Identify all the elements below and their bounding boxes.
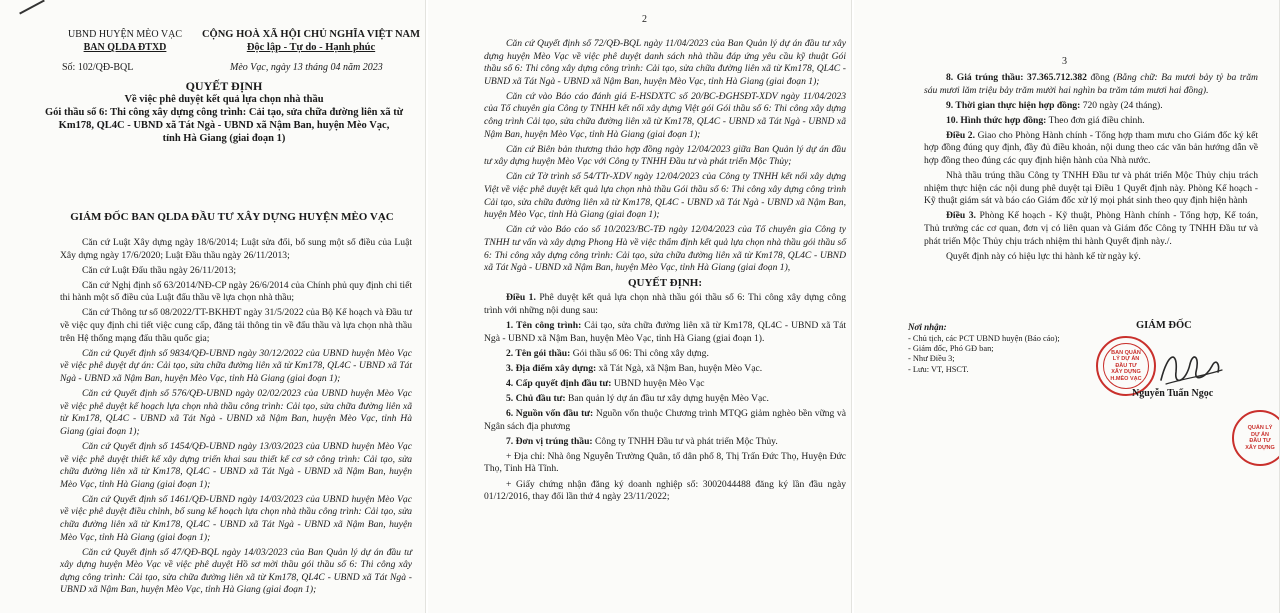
decision-item-label: 8. Giá trúng thầu: 37.365.712.382 [946, 72, 1087, 83]
legal-basis-item: Căn cứ Nghị định số 63/2014/NĐ-CP ngày 26/6/2014 của Chính phủ quy định chi tiết thi hành một số điều của Luật đấu thầu về lựa chọn nhà thầu; [60, 279, 412, 304]
decision-item-label: 6. Nguồn vốn đầu tư: [506, 408, 594, 420]
effective-clause: Quyết định này có hiệu lực thi hành kể từ ngày ký. [946, 250, 1141, 262]
legal-basis-item: Căn cứ Quyết định số 47/QĐ-BQL ngày 14/03/2023 của Ban Quản lý dự án đầu tư xây dựng huyện Mèo Vạc về việc phê duyệt Hồ sơ mời thầu gói thầu số 6: Thi công xây dựng công trình: Cải tạo, sửa chữa đường liên xã từ Km178, QL4C - UBND xã Tát Ngà - UBND xã Nậm Ban, huyện Mèo Vạc, tỉnh Hà Giang (giai đoạn 1); [60, 546, 412, 596]
recipients-title: Nơi nhận: [908, 322, 947, 332]
page-3-body [924, 72, 1258, 266]
article-1-lead: Điều 1. [506, 292, 536, 304]
legal-basis-item: Căn cứ Quyết định số 72/QĐ-BQL ngày 11/04/2023 của Ban Quản lý dự án đầu tư xây dựng huyện Mèo Vạc về việc phê duyệt danh sách nhà thầu đáp ứng yêu cầu kỹ thuật Gói thầu số 6: Thi công xây dựng công trình: Cải tạo, sửa chữa đường liên xã từ Km178, QL4C - UBND xã Tát Ngà - UBND xã Nậm Ban, huyện Mèo Vạc, tỉnh Hà Giang (giai đoạn 1); [484, 38, 846, 87]
decision-item [484, 348, 846, 361]
decision-item [484, 436, 846, 449]
decision-item-text: xã Tát Ngà, xã Nậm Ban, huyện Mèo Vạc. [596, 362, 763, 374]
decision-item [484, 393, 846, 406]
decision-item-text: Ban quản lý dự án đầu tư xây dựng huyện Mèo Vạc. [565, 392, 769, 404]
decision-item [484, 363, 846, 376]
document-number: Số: 102/QĐ-BQL [62, 62, 134, 73]
legal-basis-item: Căn cứ Luật Xây dựng ngày 18/6/2014; Luật sửa đổi, bổ sung một số điều của Luật Xây dựng ngày 17/6/2020; Luật Đầu thầu ngày 26/11/2013; [60, 237, 412, 261]
page-2-body [484, 38, 846, 506]
signer-title: GIÁM ĐỐC [1136, 320, 1192, 331]
decision-title [24, 80, 424, 145]
decision-item-text: Theo đơn giá điều chỉnh. [1046, 114, 1145, 126]
signature-block [906, 322, 1266, 522]
legal-basis-item: Căn cứ Luật Đấu thầu ngày 26/11/2013; [82, 264, 237, 276]
issuer-header [50, 28, 200, 54]
decision-item [924, 115, 1258, 128]
decision-item-label: 4. Cấp quyết định đầu tư: [506, 377, 612, 389]
handwritten-signature [1156, 342, 1226, 392]
decision-item [484, 320, 846, 345]
decision-item-text: 720 ngày (24 tháng). [1080, 99, 1163, 111]
decision-item-text: Công ty TNHH Đầu tư và phát triển Mộc Thủy. [592, 435, 778, 447]
decision-title-main: QUYẾT ĐỊNH [185, 79, 263, 93]
partial-seal [1232, 410, 1280, 466]
article-2-lead: Điều 2. [946, 129, 975, 141]
decision-heading: QUYẾT ĐỊNH: [627, 277, 703, 290]
legal-basis-item: Căn cứ Thông tư số 08/2022/TT-BKHĐT ngày 31/5/2022 của Bộ Kế hoạch và Đầu tư về việc quy định chi tiết việc cung cấp, đăng tải thông tin về đấu thầu và lựa chọn nhà thầu trên Hệ thống mạng đấu thầu quốc gia; [60, 307, 412, 344]
decision-item-text: đồng [1086, 72, 1114, 83]
document-page-2 [428, 0, 852, 613]
legal-basis-item: Căn cứ Quyết định số 1454/QĐ-UBND ngày 13/03/2023 của UBND huyện Mèo Vạc về việc phê duyệt thiết kế xây dựng triển khai sau thiết kế cơ sở công trình: Cải tạo, sửa chữa đường liên xã từ Km178, QL4C - UBND xã Tát Ngà - UBND xã Nậm Ban, huyện Mèo Vạc, tỉnh Hà Giang (giai đoạn 1); [60, 440, 412, 490]
document-page-3 [854, 0, 1280, 613]
article-3-text: Phòng Kế hoạch - Kỹ thuật, Phòng Hành chính - Tổng hợp, Kế toán, Thủ trưởng các cơ quan, đơn vị có liên quan và Giám đốc Công ty TNHH Đầu tư và phát triển Mộc Thủy chịu trách nhiệm thi hành Quyết định này./. [924, 210, 1258, 247]
decision-item [924, 100, 1258, 113]
decision-subject-line-4: tỉnh Hà Giang (giai đoạn 1) [162, 133, 286, 144]
legal-basis-item: Căn cứ vào Báo cáo đánh giá E-HSDXTC số 20/BC-ĐGHSĐT-XDV ngày 11/04/2023 của Tổ chuyên gia Công ty TNHH kết nối xây dựng Việt gói Gói thầu số 6: Thi công xây dựng công trình Cải tạo, sửa chữa đường liên xã từ Km178, QL4C - UBND xã Tát Ngà - UBND xã Nậm Ban, huyện Mèo Vạc, tỉnh Hà Giang (giai đoạn 1); [484, 90, 846, 140]
legal-basis-item: Căn cứ vào Báo cáo số 10/2023/BC-TĐ ngày 12/04/2023 của Tổ chuyên gia Công ty TNHH tư vấn và xây dựng Phong Hà về việc thẩm định kết quả lựa chọn nhà thầu gói thầu số 6: Thi công xây dựng công trình: Cải tạo, sửa chữa đường liên xã từ Km178, QL4C - UBND xã Tát Ngà - UBND xã Nậm Ban, huyện Mèo Vạc, tỉnh Hà Giang (giai đoạn 1), [484, 224, 846, 274]
decision-subject-line-2: Gói thầu số 6: Thi công xây dựng công trình: Cải tạo, sửa chữa đường liên xã từ [44, 107, 403, 118]
recipients-list [908, 334, 1060, 375]
decision-item-note: (Bằng chữ: Ba mươi bảy tỷ ba trăm sáu mươi lăm triệu bảy trăm mười hai nghìn ba trăm tám mươi hai đồng). [924, 72, 1258, 96]
legal-basis-item: Căn cứ Biên bản thương thảo hợp đồng ngày 12/04/2023 giữa Ban Quản lý dự án đầu tư xây dựng huyện Mèo Vạc với Công ty TNHH Đầu tư và phát triển Mộc Thủy; [484, 143, 846, 168]
business-registration: + Giấy chứng nhận đăng ký doanh nghiệp số: 3002044488 đăng ký lần đầu ngày 01/12/2016, thay đổi lần thứ 4 ngày 23/11/2022; [484, 478, 846, 503]
article-2 [924, 130, 1258, 168]
decision-item-label: 5. Chủ đầu tư: [506, 392, 566, 404]
decision-item-label: 10. Hình thức hợp đồng: [946, 114, 1047, 126]
contractor-duty: Nhà thầu trúng thầu Công ty TNHH Đầu tư và phát triển Mộc Thủy chịu trách nhiệm thực hiện các nội dung phê duyệt tại Điều 1 Quyết định này. Phòng Kế hoạch - Kỹ thuật giám sát và báo cáo Giám đốc xử lý mọi phát sinh theo quy định hiện hành [924, 170, 1258, 207]
decision-item-text: Cải tạo, sửa chữa đường liên xã từ Km178, QL4C - UBND xã Tát Ngà - UBND xã Nậm Ban, huyện Mèo Vạc, tỉnh Hà Giang (giai đoạn 1). [484, 319, 846, 344]
decision-item-text: Nguồn vốn thuộc Chương trình MTQG giảm nghèo bền vững và Ngân sách địa phương [484, 408, 846, 432]
official-seal [1096, 336, 1156, 396]
decision-item-label: 7. Đơn vị trúng thầu: [506, 435, 593, 447]
decision-item-label: 2. Tên gói thầu: [506, 347, 571, 359]
document-page-1 [0, 0, 426, 613]
article-2-text: Giao cho Phòng Hành chính - Tổng hợp tham mưu cho Giám đốc ký kết hợp đồng đúng quy định, đầy đủ điều khoản, nội dung theo các văn bản hướng dẫn về hợp đồng theo đúng các quy định hiện hành của Nhà nước. [924, 129, 1258, 167]
decision-item-text: Gói thầu số 06: Thi công xây dựng. [570, 347, 709, 359]
decision-item-label: 9. Thời gian thực hiện hợp đồng: [946, 99, 1081, 111]
recipient-item: - Như Điều 3; [908, 354, 955, 364]
legal-basis-item: Căn cứ Quyết định số 1461/QĐ-UBND ngày 14/03/2023 của UBND huyện Mèo Vạc về việc phê duyệt điều chỉnh, bổ sung kế hoạch lựa chọn nhà thầu công trình: Cải tạo, sửa chữa đường liên xã từ Km178, QL4C - UBND xã Tát Ngà - UBND xã Nậm Ban, huyện Mèo Vạc, tỉnh Hà Giang (giai đoạn 1); [60, 493, 412, 543]
decision-item-label: 3. Địa điểm xây dựng: [506, 362, 597, 374]
legal-basis-item: Căn cứ Tờ trình số 54/TTr-XDV ngày 12/04/2023 của Công ty TNHH kết nối xây dựng Việt về việc phê duyệt kết quả lựa chọn nhà thầu Gói thầu số 6: Thi công xây dựng công trình Cải tạo, sửa chữa đường liên xã từ Km178, QL4C - UBND xã Tát Ngà - UBND xã Nậm Ban, huyện Mèo Vạc, tỉnh Hà Giang (giai đoạn 1); [484, 171, 846, 221]
seal-text: BAN QUẢN LÝ DỰ ÁN ĐẦU TƯ XÂY DỰNG H.MÈO VẠC [1110, 349, 1142, 382]
partial-seal-text: QUẢN LÝ DỰ ÁN ĐẦU TƯ XÂY DỰNG [1245, 425, 1275, 451]
decision-subject-line-1: Về việc phê duyệt kết quả lựa chọn nhà thầu [124, 94, 324, 105]
contractor-address: + Địa chỉ: Nhà ông Nguyễn Trường Quân, tổ dân phố 8, Thị Trấn Đức Thọ, Huyện Đức Thọ, Tỉnh Hà Tĩnh. [484, 450, 846, 475]
country-name: CỘNG HOÀ XÃ HỘI CHỦ NGHĨA VIỆT NAM [201, 29, 421, 40]
decision-item-text: UBND huyện Mèo Vạc [611, 377, 705, 389]
article-3 [924, 210, 1258, 248]
decision-item [484, 378, 846, 391]
page-number: 2 [642, 14, 647, 25]
recipient-item: - Giám đốc, Phó GĐ ban; [908, 344, 994, 354]
decision-item [484, 408, 846, 433]
article-3-lead: Điều 3. [946, 210, 976, 222]
legal-basis-list [60, 237, 412, 600]
recipient-item: - Chủ tịch, các PCT UBND huyện (Báo cáo); [908, 334, 1060, 343]
legal-basis-item: Căn cứ Quyết định số 576/QĐ-UBND ngày 02/02/2023 của UBND huyện Mèo Vạc về việc phê duyệt kế hoạch lựa chọn nhà thầu công trình: Cải tạo, sửa chữa đường liên xã từ Km178, QL4C - UBND xã Tát Ngà - UBND xã Nậm Ban, huyện Mèo Vạc, tỉnh Hà Giang (giai đoạn 1); [60, 388, 412, 437]
document-date: Mèo Vạc, ngày 13 tháng 04 năm 2023 [230, 62, 383, 73]
article-1 [484, 292, 846, 317]
scan-mark [19, 0, 45, 14]
signer-name: Nguyễn Tuấn Ngọc [1132, 388, 1214, 399]
recipient-item: - Lưu: VT, HSCT. [908, 364, 969, 374]
decision-subject-line-3: Km178, QL4C - UBND xã Tát Ngà - UBND xã Nậm Ban, huyện Mèo Vạc, [58, 120, 390, 131]
issuer-org: UBND HUYỆN MÈO VẠC [68, 29, 182, 40]
issuer-unit: BAN QLDA ĐTXD [83, 42, 167, 53]
decision-item [924, 72, 1258, 97]
national-motto: Độc lập - Tự do - Hạnh phúc [246, 42, 376, 53]
page-number: 3 [1062, 56, 1067, 67]
national-header [196, 28, 426, 54]
issuing-authority: GIÁM ĐỐC BAN QLDA ĐẦU TƯ XÂY DỰNG HUYỆN MÈO VẠC [70, 211, 394, 223]
article-1-text: Phê duyệt kết quả lựa chọn nhà thầu gói thầu số 6: Thi công xây dựng công trình với những nội dung sau: [484, 292, 846, 316]
decision-item-label: 1. Tên công trình: [506, 319, 582, 331]
legal-basis-item: Căn cứ Quyết định số 9834/QĐ-UBND ngày 30/12/2022 của UBND huyện Mèo Vạc về việc phê duyệt dự án: Cải tạo, sửa chữa đường liên xã từ Km178, QL4C - UBND xã Tát Ngà - UBND xã Nậm Ban, huyện Mèo Vạc, tỉnh Hà Giang (giai đoạn 1); [60, 347, 412, 384]
